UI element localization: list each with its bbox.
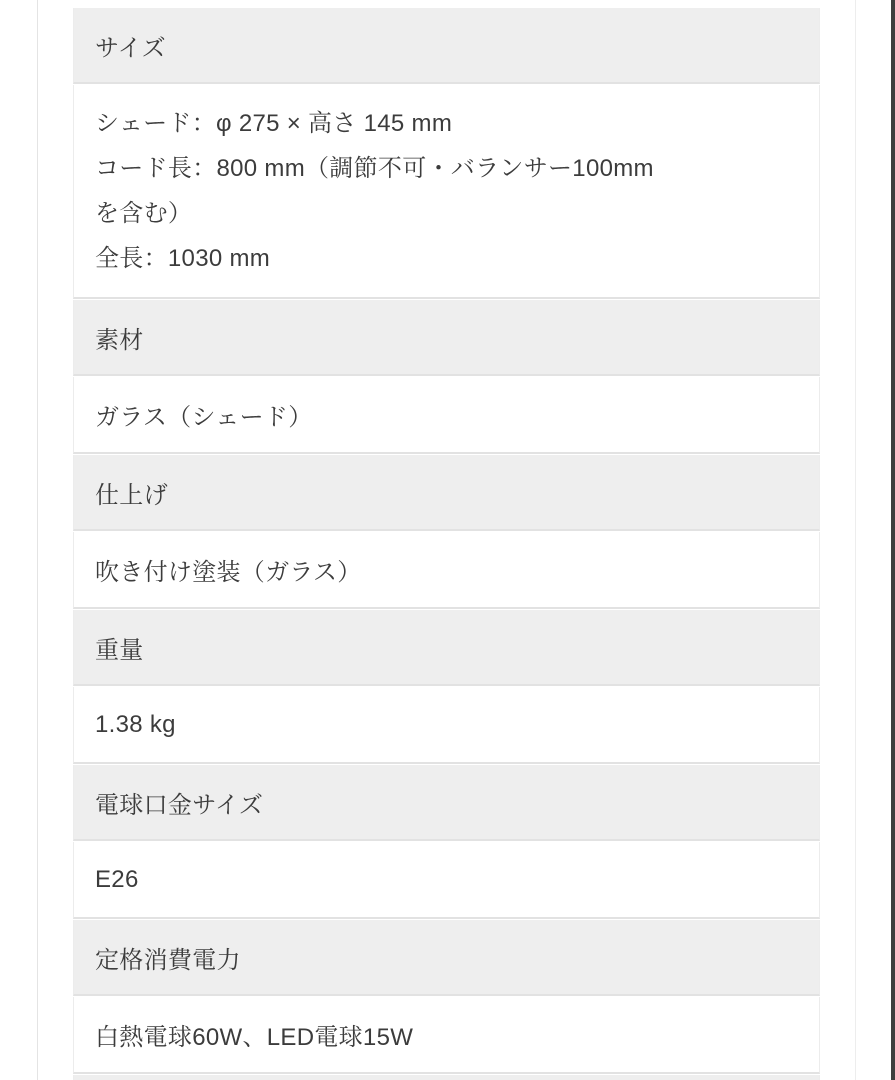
- spec-row-header-material: [73, 300, 820, 376]
- spec-value: 吹き付け塗装（ガラス）: [95, 559, 362, 586]
- spec-row-header-weight: [73, 610, 820, 686]
- spec-row-header-finish: [73, 455, 820, 531]
- spec-row-header-size: [73, 8, 820, 84]
- spec-row-value-weight: [73, 687, 820, 764]
- spec-value: 白熱電球60W、LED電球15W: [95, 1024, 414, 1051]
- spec-label: 重量: [95, 636, 144, 664]
- spec-label: 素材: [95, 326, 144, 354]
- right-edge-bar: [891, 0, 895, 1080]
- spec-row-value-socket: [73, 842, 820, 919]
- left-divider-line: [37, 0, 38, 1080]
- spec-value-line: コード長：800 mm（調節不可・バランサー100mm: [95, 155, 654, 182]
- spec-row-header-socket: [73, 765, 820, 841]
- spec-row-header-power: [73, 920, 820, 996]
- spec-value-line: を含む）: [95, 200, 193, 227]
- right-divider-line: [855, 0, 856, 1080]
- spec-row-value-material: [73, 377, 820, 454]
- spec-row-value-size: [73, 85, 820, 299]
- spec-row-header-partial: [73, 1075, 820, 1080]
- spec-value-line: 全長：1030 mm: [95, 245, 271, 272]
- spec-value: 1.38 kg: [95, 710, 176, 738]
- spec-label: 仕上げ: [95, 481, 168, 509]
- spec-value: E26: [95, 865, 139, 893]
- spec-row-value-power: [73, 997, 820, 1074]
- product-spec-table: [73, 8, 820, 1080]
- spec-row-value-finish: [73, 532, 820, 609]
- spec-label: 電球口金サイズ: [95, 791, 264, 819]
- spec-value-line: シェード：φ 275 × 高さ 145 mm: [95, 110, 453, 137]
- spec-label: サイズ: [95, 34, 166, 62]
- spec-value: ガラス（シェード）: [95, 404, 313, 431]
- spec-label: 定格消費電力: [95, 946, 241, 974]
